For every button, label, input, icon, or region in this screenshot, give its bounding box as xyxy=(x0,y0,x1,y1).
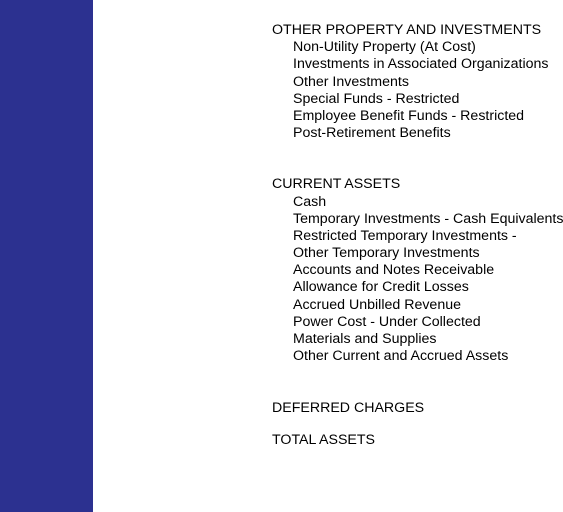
sidebar-band xyxy=(0,0,93,512)
section-heading-current-assets: CURRENT ASSETS xyxy=(272,176,401,193)
line-item: Non-Utility Property (At Cost) xyxy=(293,39,476,56)
line-item: Accounts and Notes Receivable xyxy=(293,262,495,279)
section-gap xyxy=(272,417,563,432)
line-item: Cash xyxy=(293,193,327,210)
section-heading-deferred-charges: DEFERRED CHARGES xyxy=(272,399,425,416)
line-item: Allowance for Credit Losses xyxy=(293,279,469,296)
section-gap xyxy=(272,142,563,176)
line-item: Accrued Unbilled Revenue xyxy=(293,296,461,313)
line-item: Special Funds - Restricted xyxy=(293,90,460,107)
section-gap xyxy=(272,365,563,400)
line-item: Post-Retirement Benefits xyxy=(293,125,451,142)
balance-sheet-content xyxy=(272,22,563,449)
line-item: Employee Benefit Funds - Restricted xyxy=(293,107,525,124)
line-item: Other Current and Accrued Assets xyxy=(293,348,509,365)
line-item: Restricted Temporary Investments - xyxy=(293,227,517,244)
section-heading-other-property: OTHER PROPERTY AND INVESTMENTS xyxy=(272,22,542,38)
line-item: Power Cost - Under Collected xyxy=(293,313,481,330)
line-item: Temporary Investments - Cash Equivalents xyxy=(293,210,563,227)
section-heading-total-assets: TOTAL ASSETS xyxy=(272,432,376,449)
line-item: Other Investments xyxy=(293,73,409,90)
line-item: Investments in Associated Organizations xyxy=(293,56,549,73)
line-item: Other Temporary Investments xyxy=(293,245,480,262)
line-item: Materials and Supplies xyxy=(293,331,437,347)
